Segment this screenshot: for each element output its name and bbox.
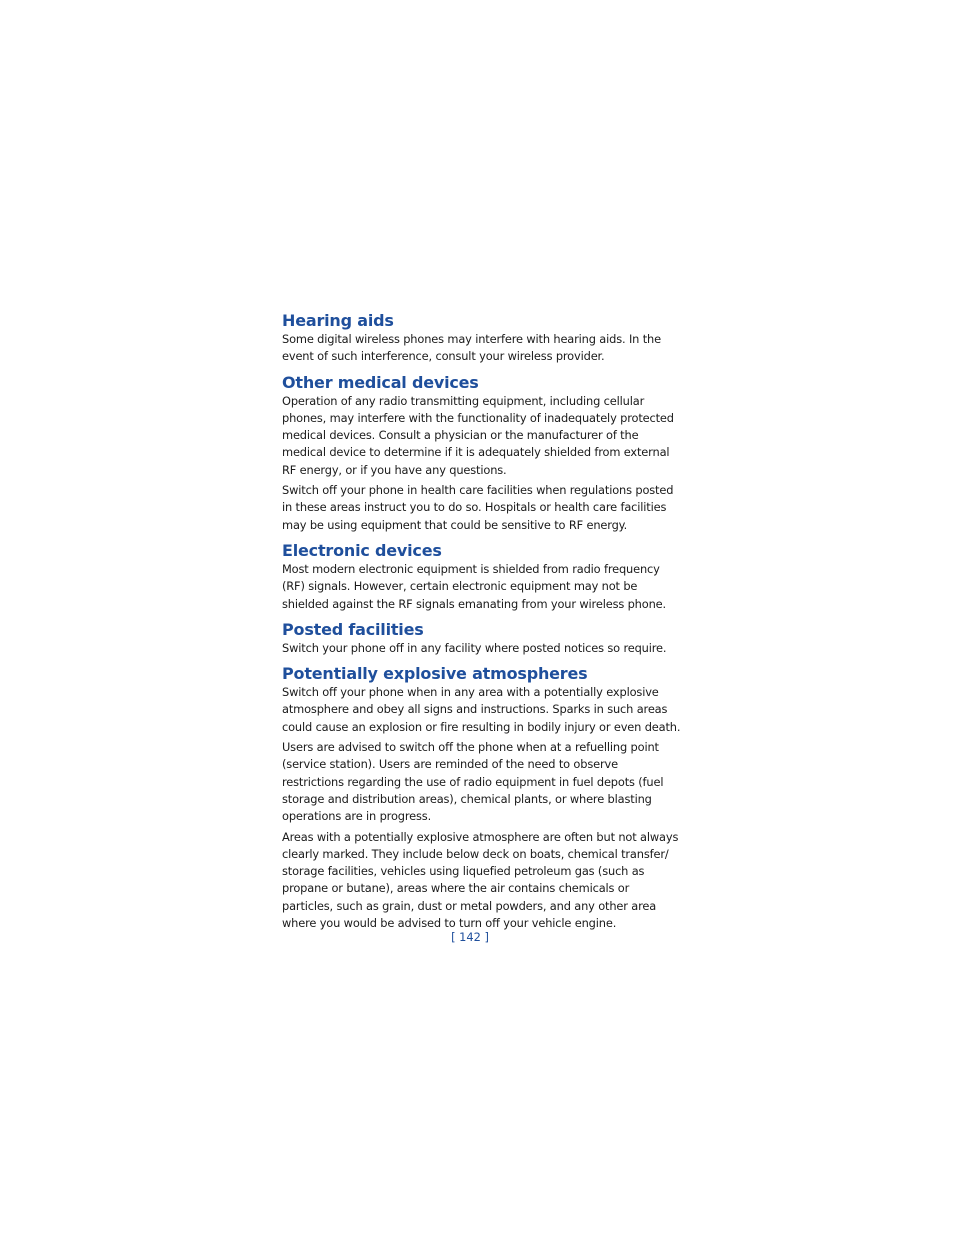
- body-paragraph: Switch off your phone when in any area with a potentially explosive atmosphere and obey all signs and instructions. Sparks in such areas could cause an explosion or fire resulting in bodily injury or even death.: [282, 685, 681, 734]
- body-paragraph: Users are advised to switch off the phone when at a refuelling point (service station). Users are reminded of the need to observe restrictions regarding the use of radio equipment in fuel depots (fuel storage and distribution areas), chemical plants, or where blasting operations are in progress.: [282, 740, 664, 824]
- body-paragraph: Switch off your phone in health care facilities when regulations posted in these areas instruct you to do so. Hospitals or health care facilities may be using equipment that could be sensitive to RF energy.: [282, 483, 674, 532]
- page-number: [ 142 ]: [451, 930, 489, 944]
- section-heading: Hearing aids: [282, 311, 394, 330]
- section-heading: Electronic devices: [282, 540, 442, 560]
- section-heading: Posted facilities: [282, 619, 424, 639]
- section-electronic-devices: [282, 541, 682, 613]
- section-potentially-explosive-atmospheres: [282, 664, 682, 932]
- body-paragraph: Areas with a potentially explosive atmosphere are often but not always clearly marked. They include below deck on boats, chemical transfer/ storage facilities, vehicles using liquefied petroleum gas (such as propane or butane), areas where the air contains chemicals or particles, such as grain, dust or metal powders, and any other area where you would be advised to turn off your vehicle engine.: [282, 829, 679, 931]
- section-heading: Potentially explosive atmospheres: [282, 664, 588, 684]
- page-content: [282, 311, 682, 939]
- section-heading: Other medical devices: [282, 372, 479, 392]
- body-paragraph: Most modern electronic equipment is shielded from radio frequency (RF) signals. However, certain electronic equipment may not be shielded against the RF signals emanating from your wireless phone.: [282, 561, 666, 611]
- body-paragraph: Switch your phone off in any facility where posted notices so require.: [282, 640, 667, 655]
- body-paragraph: Some digital wireless phones may interfere with hearing aids. In the event of such interference, consult your wireless provider.: [282, 332, 661, 364]
- section-hearing-aids: [282, 311, 682, 366]
- section-other-medical-devices: [282, 373, 682, 534]
- body-paragraph: Operation of any radio transmitting equipment, including cellular phones, may interfere with the functionality of inadequately protected medical devices. Consult a physician or the manufacturer of the medical device to determine if it is adequately shielded from external RF energy, or if you have any questions.: [282, 393, 674, 477]
- section-posted-facilities: [282, 620, 682, 657]
